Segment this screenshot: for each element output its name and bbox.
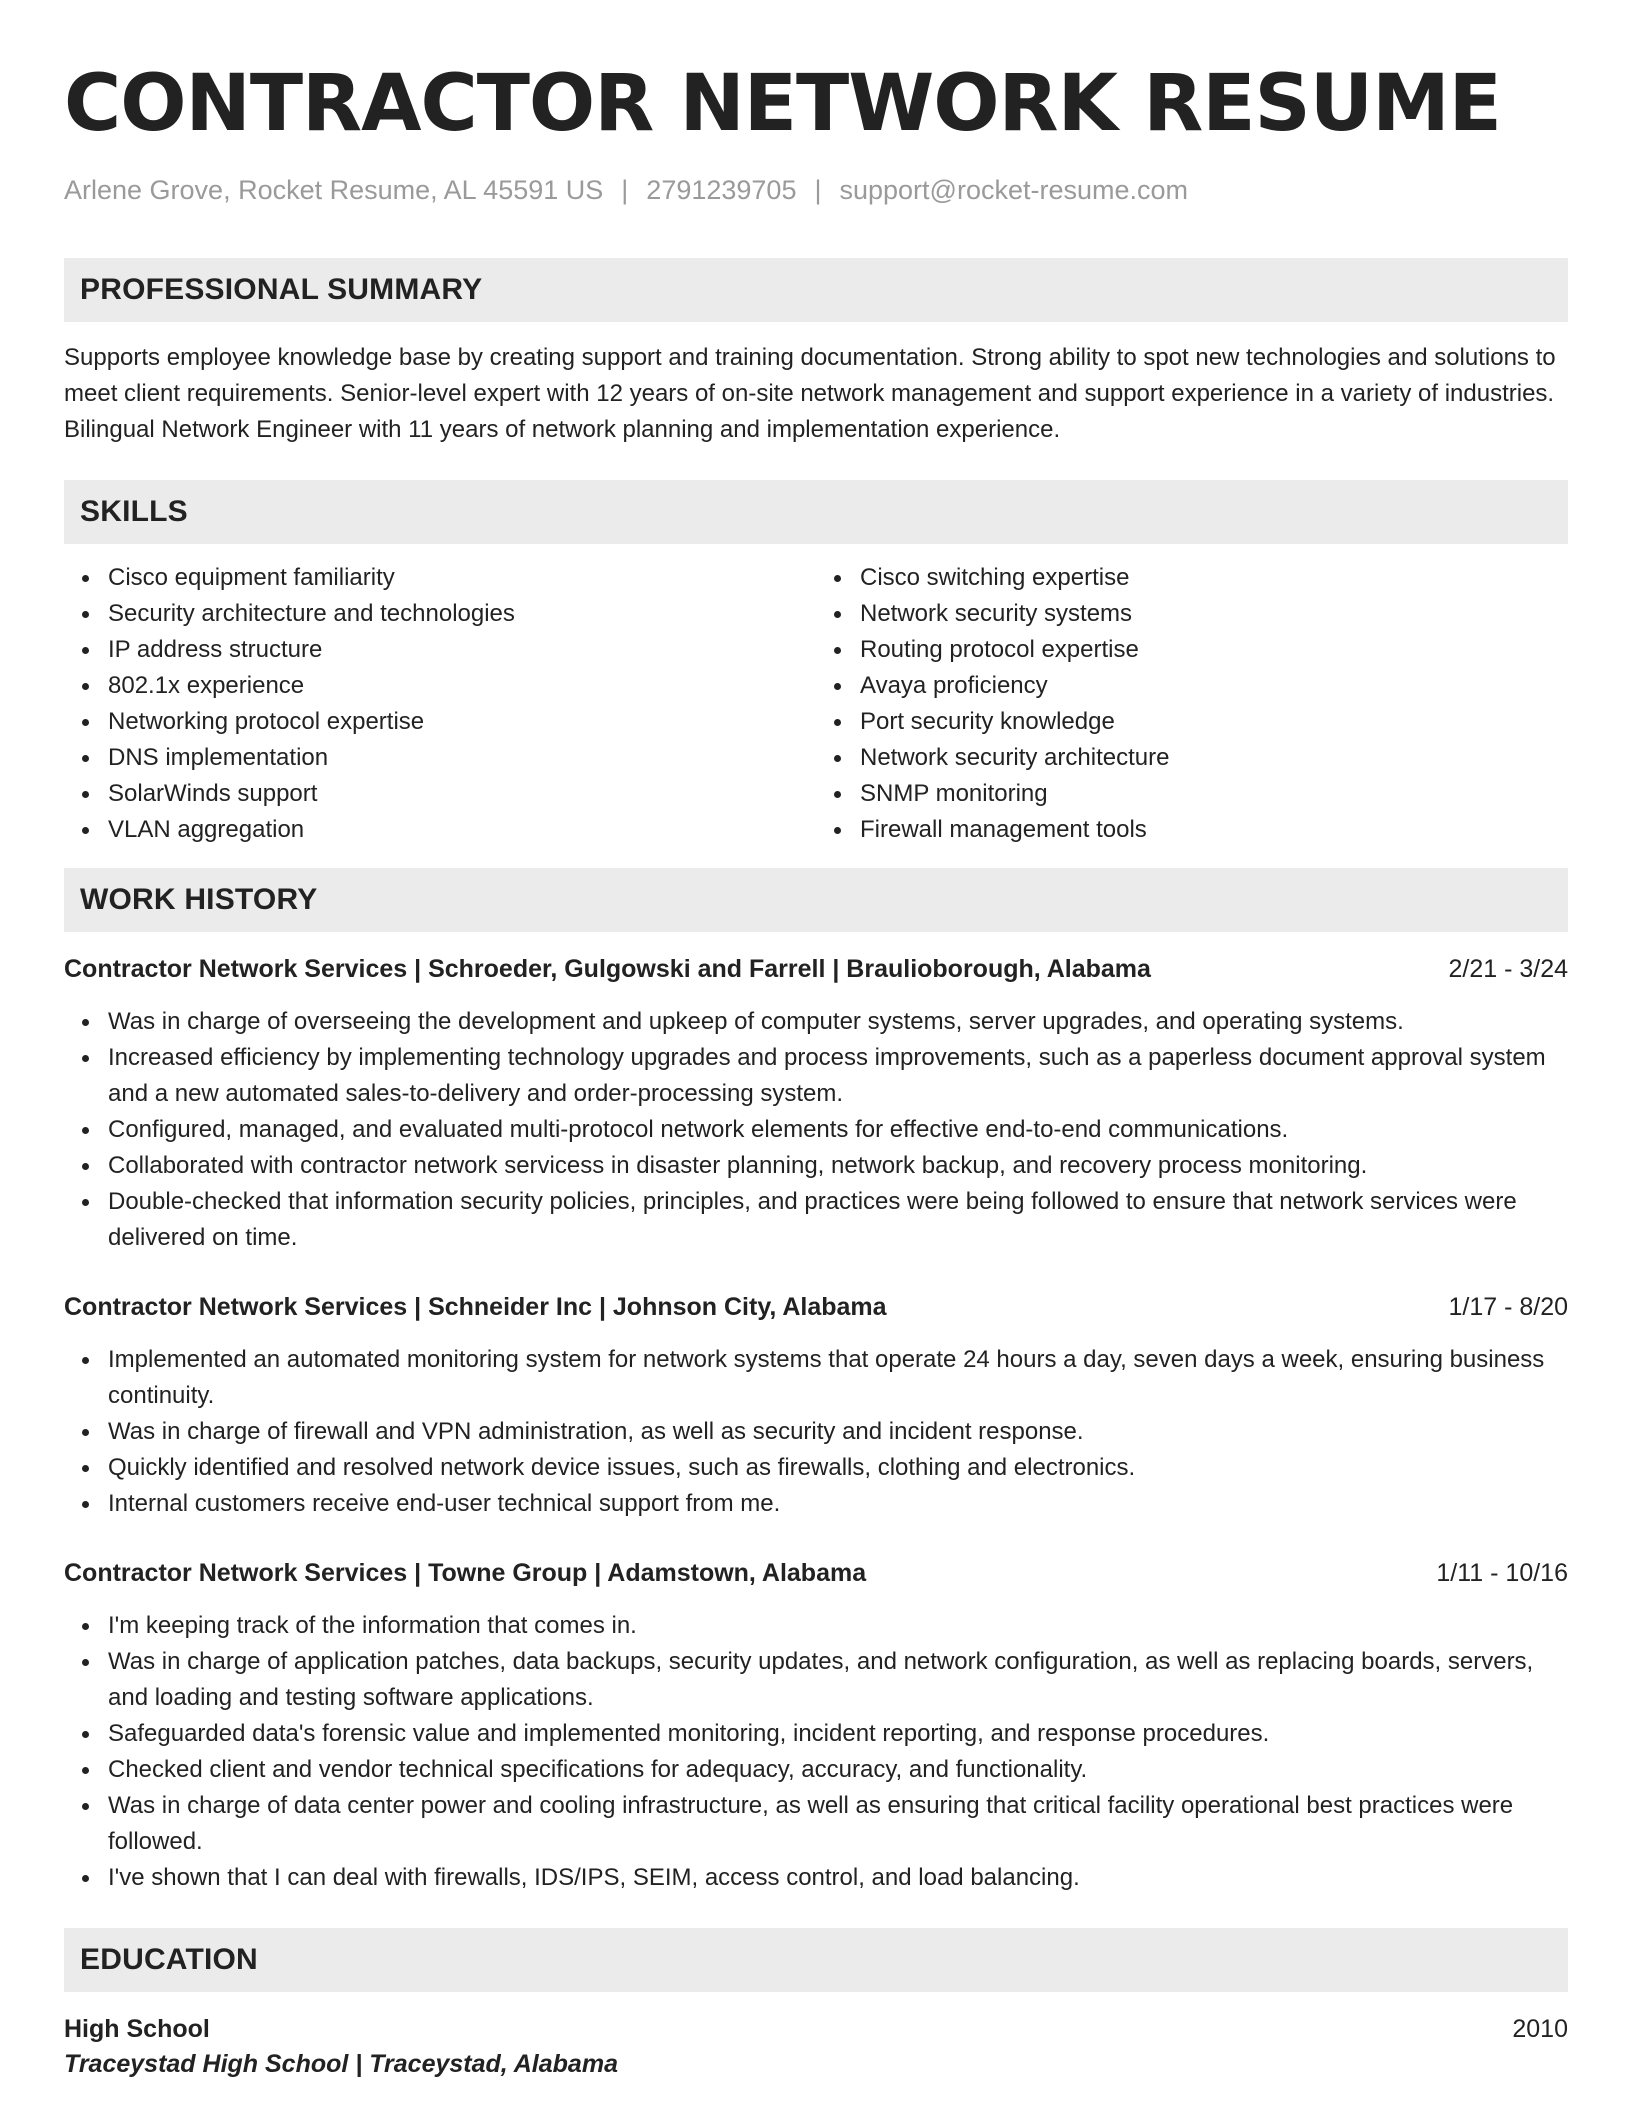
job-bullet: Implemented an automated monitoring system for network systems that operate 24 hours a day, seven days a week, ensuring business continuity. [108, 1342, 1568, 1414]
job-title: Contractor Network Services | Towne Group | Adamstown, Alabama [64, 1559, 867, 1587]
job-bullet: Quickly identified and resolved network device issues, such as firewalls, clothing and electronics. [108, 1450, 1568, 1486]
contact-separator: | [814, 175, 822, 205]
skill-item: Network security architecture [860, 740, 1568, 776]
skill-item: SNMP monitoring [860, 776, 1568, 812]
skill-item: Avaya proficiency [860, 668, 1568, 704]
job-header [64, 1290, 1568, 1324]
summary-text: Supports employee knowledge base by creating support and training documentation. Strong ability to spot new technologies and solutions to meet client requirements. Senior-level expert with 12 years of on-site network management and support experience in a variety of industries. Bilingual Network Engineer with 11 years of network planning and implementation experience. [64, 344, 1556, 443]
skill-item: SolarWinds support [108, 776, 816, 812]
section-header-work-history: WORK HISTORY [64, 868, 1568, 932]
skill-item: 802.1x experience [108, 668, 816, 704]
job-bullet: I'm keeping track of the information that comes in. [108, 1608, 1568, 1644]
skills-left-list [64, 560, 816, 848]
education-school: Traceystad High School | Traceystad, Alabama [64, 2050, 618, 2078]
job-bullet: I've shown that I can deal with firewalls, IDS/IPS, SEIM, access control, and load balancing. [108, 1860, 1568, 1896]
skill-item: VLAN aggregation [108, 812, 816, 848]
skill-item: Routing protocol expertise [860, 632, 1568, 668]
job-title: Contractor Network Services | Schneider Inc | Johnson City, Alabama [64, 1293, 887, 1321]
job-bullet: Configured, managed, and evaluated multi-protocol network elements for effective end-to-end communications. [108, 1112, 1568, 1148]
skill-item: Security architecture and technologies [108, 596, 816, 632]
contact-line [64, 172, 1568, 208]
job-entry [64, 1556, 1568, 1896]
job-bullet: Was in charge of application patches, data backups, security updates, and network configuration, as well as replacing boards, servers, and loading and testing software applications. [108, 1644, 1568, 1716]
job-bullet: Internal customers receive end-user technical support from me. [108, 1486, 1568, 1522]
job-bullet: Increased efficiency by implementing technology upgrades and process improvements, such as a paperless document approval system and a new automated sales-to-delivery and order-processing system. [108, 1040, 1568, 1112]
skill-item: Network security systems [860, 596, 1568, 632]
job-entry [64, 1290, 1568, 1522]
skill-item: Cisco switching expertise [860, 560, 1568, 596]
education-entry [64, 2012, 1568, 2082]
education-degree: High School [64, 2015, 210, 2043]
skill-item: Port security knowledge [860, 704, 1568, 740]
job-bullets [64, 1608, 1568, 1896]
job-bullets [64, 1342, 1568, 1522]
job-dates: 1/11 - 10/16 [1436, 1559, 1568, 1587]
contact-separator: | [621, 175, 629, 205]
job-header [64, 1556, 1568, 1590]
education-year: 2010 [1512, 2015, 1568, 2043]
skills-right-list [816, 560, 1568, 848]
job-bullet: Checked client and vendor technical specifications for adequacy, accuracy, and functionality. [108, 1752, 1568, 1788]
job-bullet: Was in charge of overseeing the development and upkeep of computer systems, server upgrades, and operating systems. [108, 1004, 1568, 1040]
job-bullet: Collaborated with contractor network servicess in disaster planning, network backup, and recovery process monitoring. [108, 1148, 1568, 1184]
contact-phone: 2791239705 [646, 175, 797, 205]
skill-item: IP address structure [108, 632, 816, 668]
job-bullet: Was in charge of data center power and cooling infrastructure, as well as ensuring that critical facility operational best practices were followed. [108, 1788, 1568, 1860]
section-header-skills: SKILLS [64, 480, 1568, 544]
skill-item: Networking protocol expertise [108, 704, 816, 740]
education-header [64, 2012, 1568, 2046]
skill-item: DNS implementation [108, 740, 816, 776]
job-bullets [64, 1004, 1568, 1256]
section-header-summary: PROFESSIONAL SUMMARY [64, 258, 1568, 322]
contact-address: Arlene Grove, Rocket Resume, AL 45591 US [64, 175, 604, 205]
resume-title: CONTRACTOR NETWORK RESUME [64, 59, 1501, 149]
job-title: Contractor Network Services | Schroeder, Gulgowski and Farrell | Braulioborough, Alabama [64, 955, 1151, 983]
job-dates: 1/17 - 8/20 [1448, 1293, 1568, 1321]
skill-item: Cisco equipment familiarity [108, 560, 816, 596]
contact-email: support@rocket-resume.com [839, 175, 1189, 205]
job-entry [64, 952, 1568, 1256]
job-header [64, 952, 1568, 986]
job-bullet: Was in charge of firewall and VPN administration, as well as security and incident response. [108, 1414, 1568, 1450]
section-header-education: EDUCATION [64, 1928, 1568, 1992]
job-dates: 2/21 - 3/24 [1448, 955, 1568, 983]
job-bullet: Safeguarded data's forensic value and implemented monitoring, incident reporting, and response procedures. [108, 1716, 1568, 1752]
skills-columns [64, 560, 1568, 848]
job-bullet: Double-checked that information security policies, principles, and practices were being followed to ensure that network services were delivered on time. [108, 1184, 1568, 1256]
skill-item: Firewall management tools [860, 812, 1568, 848]
